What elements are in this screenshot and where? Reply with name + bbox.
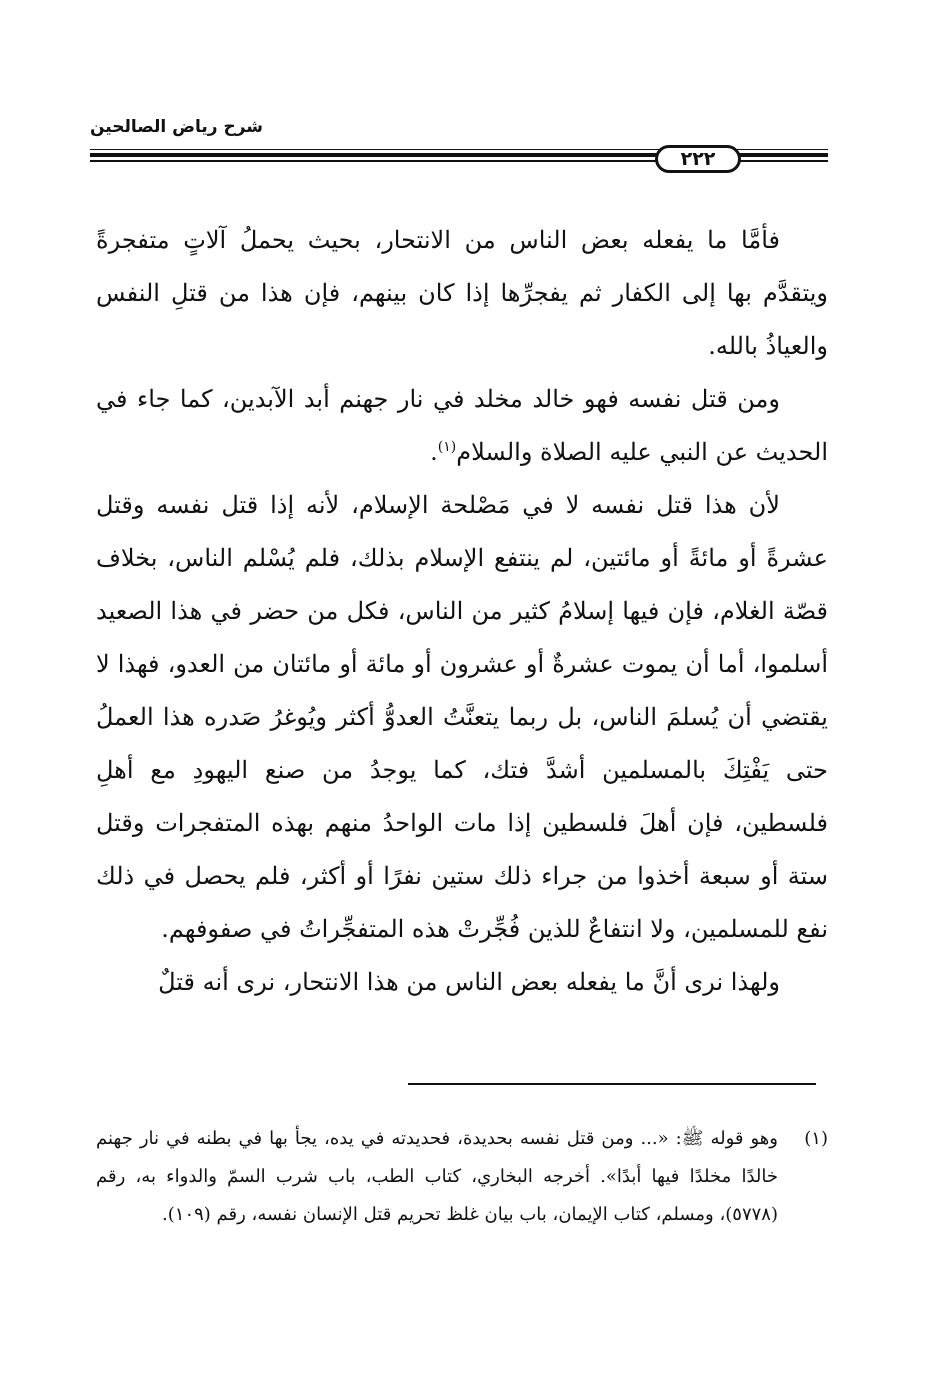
- paragraph: [96, 373, 828, 479]
- footnote-separator: [408, 1083, 816, 1085]
- paragraph-text: ومن قتل نفسه فهو خالد مخلد في نار جهنم أبد الآبدين، كما جاء في الحديث عن النبي عليه الصلاة والسلام: [96, 385, 828, 466]
- header-rule: [90, 145, 828, 173]
- paragraph: ولهذا نرى أنَّ ما يفعله بعض الناس من هذا الانتحار، نرى أنه قتلٌ: [158, 968, 780, 996]
- footnote-marker: (١): [804, 1128, 828, 1149]
- paragraph: لأن هذا قتل نفسه لا في مَصْلحة الإسلام، لأنه إذا قتل نفسه وقتل عشرةً أو مائةً أو مائتين، لم ينتفع الإسلام بذلك، فلم يُسْلم الناس، بخلاف قصّة الغلام، فإن فيها إسلامُ كثير من الناس، فكل من حضر في هذا الصعيد أسلموا، أما أن يموت عشرةٌ أو عشرون أو مائة أو مائتان من العدو، فهذا لا يقتضي أن يُسلمَ الناس، بل ربما يتعنَّتُ العدوُّ أكثر ويُوغرُ صَدره هذا العملُ حتى يَفْتِكَ بالمسلمين أشدَّ فتك، كما يوجدُ من صنع اليهودِ مع أهلِ فلسطين، فإن أهلَ فلسطين إذا مات الواحدُ منهم بهذه المتفجرات وقتل ستة أو سبعة أخذوا من جراء ذلك ستين نفرًا أو أكثر، فلم يحصل في ذلك نفع للمسلمين، ولا انتفاعٌ للذين فُجِّرتْ هذه المتفجِّراتُ في صفوفهم.: [96, 491, 828, 943]
- paragraph: فأمَّا ما يفعله بعض الناس من الانتحار، بحيث يحملُ آلاتٍ متفجرةً ويتقدَّم بها إلى الكفار ثم يفجرِّها إذا كان بينهم، فإن هذا من قتلِ النفس والعياذُ بالله.: [96, 226, 828, 360]
- paragraph-end: .: [430, 438, 438, 466]
- body-text: [96, 214, 828, 1009]
- footnote-text: وهو قوله ﷺ: «... ومن قتل نفسه بحديدة، فحديدته في يده، يجأ بها في بطنه في نار جهنم خالدًا مخلدًا فيها أبدًا». أخرجه البخاري، كتاب الطب، باب شرب السمّ والدواء به، رقم (٥٧٧٨)، ومسلم، كتاب الإيمان، باب بيان غلظ تحريم قتل الإنسان نفسه، رقم (١٠٩).: [96, 1128, 778, 1225]
- running-title: شرح رياض الصالحين: [90, 117, 264, 137]
- footnote: [96, 1120, 828, 1234]
- footnote-reference[interactable]: (١): [437, 439, 457, 455]
- page-number: ٢٢٢: [655, 145, 741, 173]
